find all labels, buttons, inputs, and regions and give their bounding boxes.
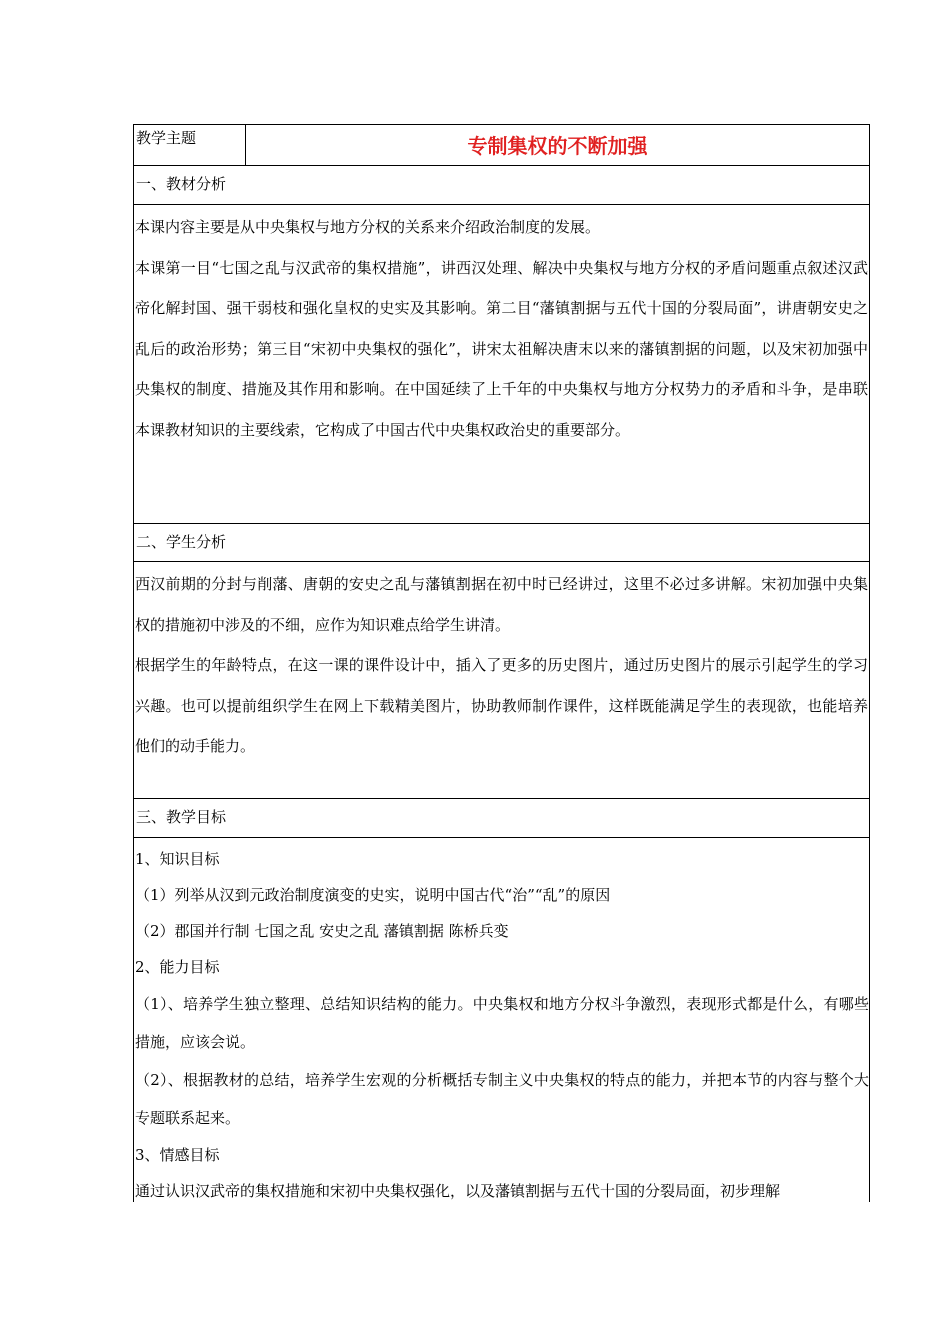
goal-item: （1）列举从汉到元政治制度演变的史实，说明中国古代“治”“乱”的原因 <box>135 886 611 904</box>
student-paragraph: 根据学生的年龄特点，在这一课的课件设计中，插入了更多的历史图片，通过历史图片的展示引起学生的学习兴趣。也可以提前组织学生在网上下载精美图片，协助教师制作课件，这样既能满足学生的表现欲，也能培养他们的动手能力。 <box>135 656 868 755</box>
topic-label: 教学主题 <box>134 125 246 165</box>
student-paragraph: 西汉前期的分封与削藩、唐朝的安史之乱与藩镇割据在初中时已经讲过，这里不必过多讲解。宋初加强中央集权的措施初中涉及的不细，应作为知识难点给学生讲清。 <box>135 575 868 634</box>
teaching-goals-heading: 三、教学目标 <box>136 808 227 826</box>
student-analysis-heading: 二、学生分析 <box>136 533 227 551</box>
goal-item: 2、能力目标 <box>135 958 220 976</box>
row-divider <box>134 561 869 562</box>
goal-item: 3、情感目标 <box>135 1146 220 1164</box>
goal-item: （2）郡国并行制 七国之乱 安史之乱 藩镇割据 陈桥兵变 <box>135 922 509 940</box>
goal-item: 通过认识汉武帝的集权措施和宋初中央集权强化，以及藩镇割据与五代十国的分裂局面，初步理解 <box>135 1182 781 1200</box>
textbook-paragraph: 本课内容主要是从中央集权与地方分权的关系来介绍政治制度的发展。 <box>135 218 601 236</box>
title-row <box>134 125 869 165</box>
goal-item: 1、知识目标 <box>135 850 220 868</box>
row-divider <box>134 204 869 205</box>
goal-item: （1）、培养学生独立整理、总结知识结构的能力。中央集权和地方分权斗争激烈，表现形式都是什么，有哪些措施，应该会说。 <box>135 995 869 1051</box>
textbook-analysis-body <box>134 207 869 527</box>
textbook-analysis-heading: 一、教材分析 <box>136 175 227 193</box>
teaching-goals-body <box>134 841 869 1203</box>
lesson-title: 专制集权的不断加强 <box>467 134 648 158</box>
lesson-plan-table <box>133 124 870 1202</box>
student-analysis-body <box>134 564 869 800</box>
goal-item: （2）、根据教材的总结，培养学生宏观的分析概括专制主义中央集权的特点的能力，并把本节的内容与整个大专题联系起来。 <box>135 1071 869 1127</box>
textbook-paragraph: 本课第一目“七国之乱与汉武帝的集权措施”，讲西汉处理、解决中央集权与地方分权的矛盾问题重点叙述汉武帝化解封国、强干弱枝和强化皇权的史实及其影响。第二目“藩镇割据与五代十国的分裂局面”，讲唐朝安史之乱后的政治形势；第三目“宋初中央集权的强化”，讲宋太祖解决唐末以来的藩镇割据的问题，以及宋初加强中央集权的制度、措施及其作用和影响。在中国延续了上千年的中央集权与地方分权势力的矛盾和斗争，是串联本课教材知识的主要线索，它构成了中国古代中央集权政治史的重要部分。 <box>135 258 868 439</box>
row-divider <box>134 837 869 838</box>
